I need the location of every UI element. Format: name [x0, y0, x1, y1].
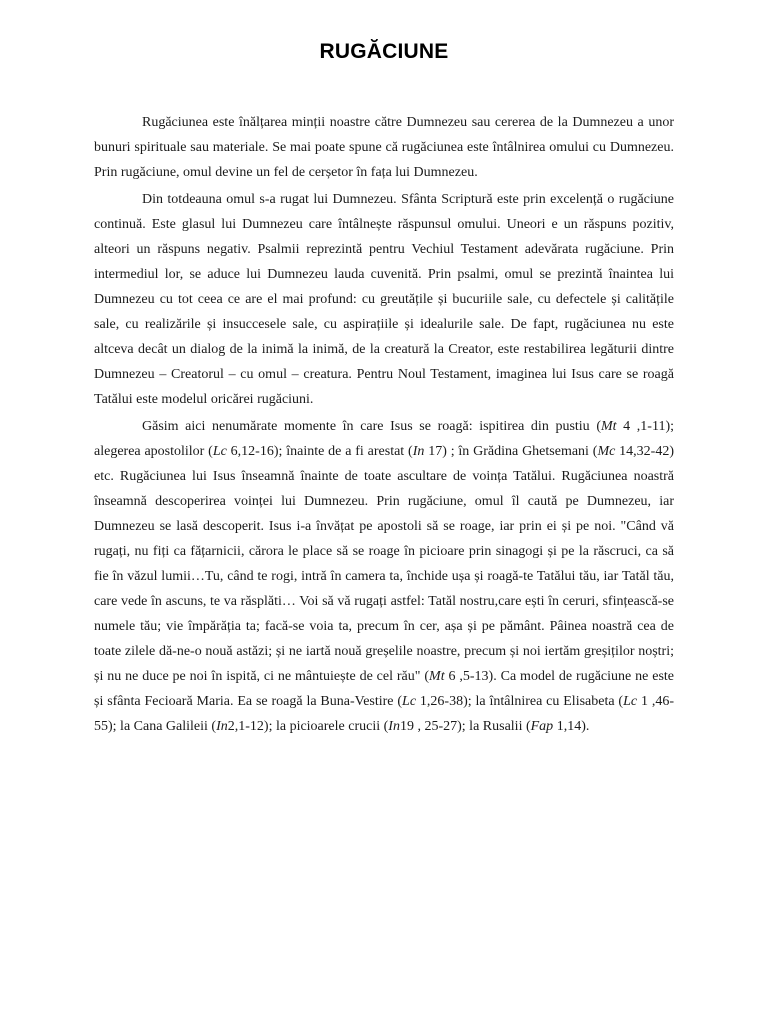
- paragraph-text: 19 , 25-27); la Rusalii (: [399, 719, 531, 734]
- paragraph-text: 2,1-12); la picioarele crucii (: [227, 719, 389, 734]
- paragraph-text: Din totdeauna omul s-a rugat lui Dumnezeu. Sfânta Scriptură este prin excelență o rugăciune continuă. Este glasul lui Dumnezeu care întâlnește răspunsul omului. Uneori e un răspuns pozitiv, alteori un răspuns negativ. Psalmii reprezintă pentru Vechiul Testament adevărata rugăciune. Prin intermediul lor, se aduce lui Dumnezeu lauda cuvenită. Prin psalmi, omul se prezintă înaintea lui Dumnezeu cu tot ceea ce are el mai profund: cu greutățile și bucuriile sale, cu defectele și calitățile sale, cu realizările și insuccesele sale, cu aspirațiile și idealurile sale. De fapt, rugăciunea nu este altceva decât un dialog de la inimă la inimă, de la creatură la Creator, este restabilirea legăturii dintre Dumnezeu – Creatorul – cu omul – creatura. Pentru Noul Testament, imaginea lui Isus care se roagă Tatălui este modelul oricărei rugăciuni.: [94, 192, 674, 407]
- paragraph-2: [94, 187, 674, 412]
- scripture-reference: Lc: [402, 694, 417, 709]
- paragraph-text: Rugăciunea este înălțarea minții noastre către Dumnezeu sau cererea de la Dumnezeu a unor bunuri spirituale sau materiale. Se mai poate spune că rugăciunea este întâlnirea omului cu Dumnezeu. Prin rugăciune, omul devine un fel de cerșetor în fața lui Dumnezeu.: [94, 115, 674, 180]
- paragraph-text: 17) ; în Grădina Ghetsemani (: [424, 444, 598, 459]
- paragraph-text: 1 ,46-55); la Cana Galileii (: [94, 694, 674, 734]
- scripture-reference: Mt: [429, 669, 445, 684]
- paragraph-1: [94, 110, 674, 185]
- scripture-reference: In: [412, 444, 425, 459]
- paragraph-text: 4 ,1-11); alegerea apostolilor (: [94, 419, 675, 459]
- paragraph-text: 14,32-42) etc. Rugăciunea lui Isus înseamnă înainte de toate ascultare de voința Tatălui. Rugăciunea noastră înseamnă descoperirea voinței lui Dumnezeu. Prin rugăciune, omul îl caută pe Dumnezeu, iar Dumnezeu se lasă descoperit. Isus i-a învățat pe apostoli să se roage, iar prin ei și pe noi. "Când vă rugați, nu fiți ca fățarnicii, cărora le place să se roage în picioare prin sinagogi și pe la răscruci, ca să fie în văzul lumii…Tu, când te rogi, intră în camera ta, închide ușa și roagă-te Tatălui tău, iar Tatăl tău, care vede în ascuns, te va răsplăti… Voi să vă rugați astfel: Tatăl nostru,care ești în ceruri, sfințească-se numele tău; vie împărăția ta; facă-se voia ta, precum în cer, așa și pe pământ. Pâinea noastră cea de toate zilele dă-ne-o nouă astăzi; și ne iartă nouă greșelile noastre, precum și noi iertăm greșiților noștri; și nu ne duce pe noi în ispită, ci ne mântuiește de cel rău" (: [94, 444, 675, 684]
- paragraph-3: [94, 414, 674, 739]
- paragraph-text: Găsim aici nenumărate momente în care Isus se roagă: ispitirea din pustiu (: [142, 419, 601, 434]
- paragraph-text: 6 ,5-13). Ca model de rugăciune ne este și sfânta Fecioară Maria. Ea se roagă la Buna-Vestire (: [94, 669, 674, 709]
- scripture-reference: In: [216, 719, 228, 734]
- scripture-reference: Fap: [530, 719, 554, 734]
- scripture-reference: Mc: [597, 444, 616, 459]
- paragraph-text: 6,12-16); înainte de a fi arestat (: [226, 444, 413, 459]
- page-title: RUGĂCIUNE: [319, 40, 449, 63]
- paragraph-text: 1,14).: [553, 719, 590, 734]
- scripture-reference: Lc: [212, 444, 227, 459]
- scripture-reference: Lc: [623, 694, 638, 709]
- scripture-reference: In: [388, 719, 400, 734]
- document-body: [94, 110, 674, 741]
- scripture-reference: Mt: [600, 419, 617, 434]
- paragraph-text: 1,26-38); la întâlnirea cu Elisabeta (: [416, 694, 624, 709]
